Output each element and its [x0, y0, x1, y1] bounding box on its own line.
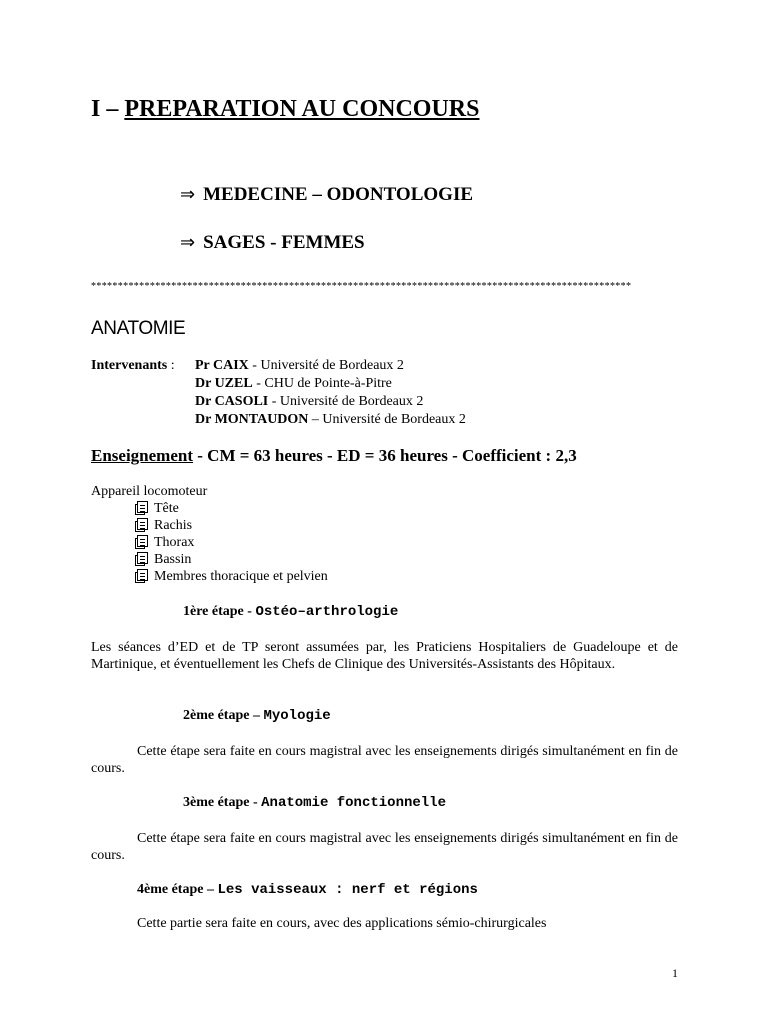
intervenant-row: Dr CASOLI - Université de Bordeaux 2	[195, 394, 424, 409]
double-arrow-icon: ⇒	[180, 232, 196, 253]
etape-heading: 4ème étape – Les vaisseaux : nerf et régions	[137, 882, 478, 898]
document-icon	[137, 535, 148, 547]
star-separator: *****************************************************************************************************	[91, 281, 632, 292]
list-item: Bassin	[137, 552, 191, 568]
paragraph: Les séances d’ED et de TP seront assumées par, les Praticiens Hospitaliers de Guadeloupe et de Martinique, et éventuellement les Chefs de Clinique des Universités-Assistants des Hôpitaux.	[91, 640, 678, 672]
intervenant-row: Pr CAIX - Université de Bordeaux 2	[195, 358, 404, 373]
document-icon	[137, 552, 148, 564]
etape-heading: 1ère étape - Ostéo–arthrologie	[183, 604, 399, 620]
paragraph: Cette étape sera faite en cours magistral avec les enseignements dirigés simultanément en fin de cours.	[91, 831, 678, 863]
appareil-heading: Appareil locomoteur	[91, 484, 208, 499]
list-item: Membres thoracique et pelvien	[137, 569, 328, 585]
intervenants-label: Intervenants :	[91, 358, 175, 373]
double-arrow-icon: ⇒	[180, 184, 196, 205]
program-sages-femmes: ⇒ SAGES - FEMMES	[180, 232, 365, 253]
program-medecine: ⇒ MEDECINE – ODONTOLOGIE	[180, 184, 474, 205]
page-title-underlined: PREPARATION AU CONCOURS	[124, 96, 480, 122]
list-item: Thorax	[137, 535, 194, 551]
document-icon	[137, 569, 148, 581]
list-item: Tête	[137, 501, 179, 517]
paragraph: Cette partie sera faite en cours, avec des applications sémio-chirurgicales	[137, 916, 547, 931]
page-title: I – PREPARATION AU CONCOURS	[91, 96, 480, 122]
section-title: ANATOMIE	[91, 318, 186, 339]
list-item: Rachis	[137, 518, 192, 534]
etape-heading: 2ème étape – Myologie	[183, 708, 331, 724]
etape-heading: 3ème étape - Anatomie fonctionnelle	[183, 795, 446, 811]
intervenant-row: Dr MONTAUDON – Université de Bordeaux 2	[195, 412, 466, 427]
page-number: 1	[672, 966, 678, 980]
paragraph: Cette étape sera faite en cours magistral avec les enseignements dirigés simultanément en fin de cours.	[91, 744, 678, 776]
document-icon	[137, 518, 148, 530]
enseignement-line: Enseignement - CM = 63 heures - ED = 36 heures - Coefficient : 2,3	[91, 446, 577, 465]
document-icon	[137, 501, 148, 513]
intervenant-row: Dr UZEL - CHU de Pointe-à-Pitre	[195, 376, 392, 391]
